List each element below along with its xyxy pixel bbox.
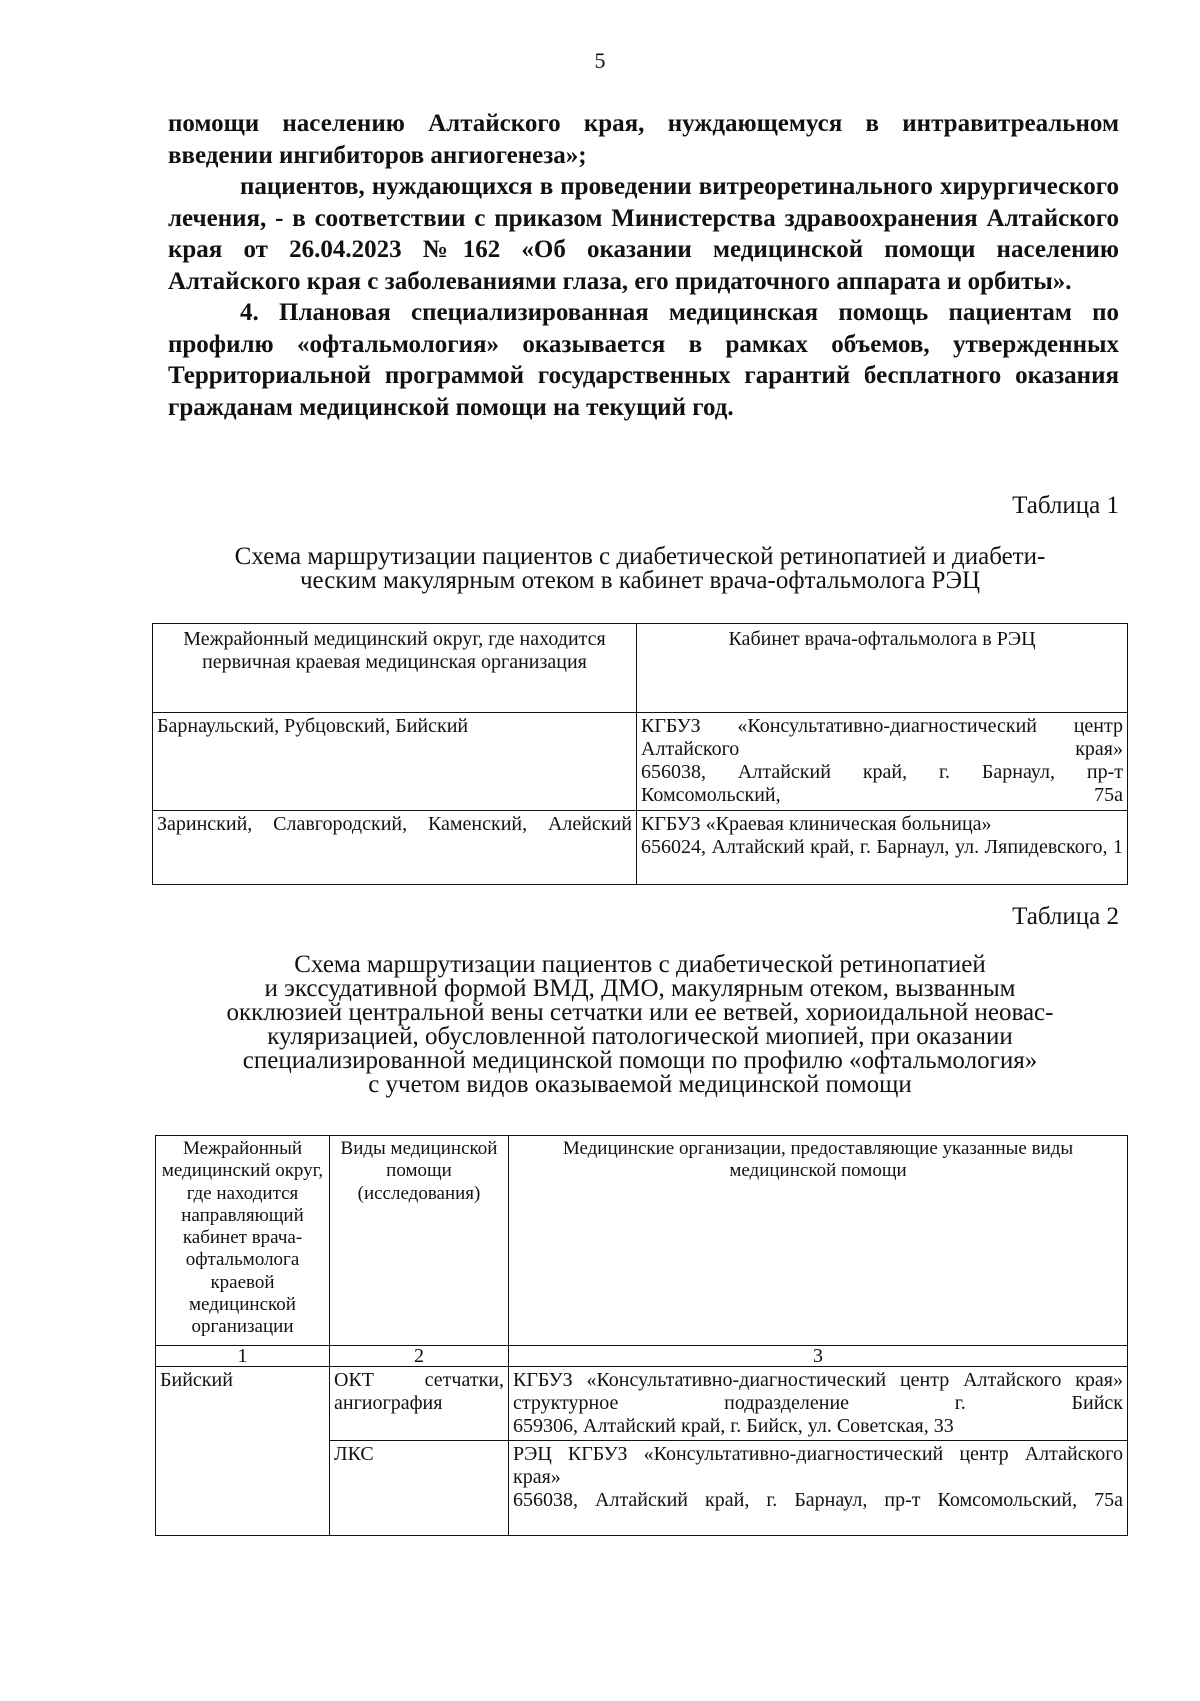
- table2-service-cell: ОКТ сетчатки, ангиография: [330, 1367, 509, 1441]
- organization-address: 659306, Алтайский край, г. Бийск, ул. Советская, 33: [513, 1415, 954, 1437]
- table1-title-line: Схема маршрутизации пациентов с диабетической ретинопатией и диабети-: [234, 543, 1046, 570]
- table2-title-line: куляризацией, обусловленной патологической миопией, при оказании: [267, 1023, 1013, 1050]
- column-number: 1: [156, 1346, 330, 1367]
- table1-district-cell: Заринский, Славгородский, Каменский, Алейский: [153, 811, 637, 885]
- table1-header-district: Межрайонный медицинский округ, где находится первичная краевая медицинская организация: [153, 624, 637, 713]
- clinic-name: КГБУЗ «Краевая клиническая больница»: [641, 813, 992, 835]
- clinic-address: 656038, Алтайский край, г. Барнаул, пр-т Комсомольский, 75а: [641, 761, 1123, 806]
- organization-name: РЭЦ КГБУЗ «Консультативно-диагностический центр Алтайского края»: [513, 1443, 1123, 1488]
- table1-title-line: ческим макулярным отеком в кабинет врача-офтальмолога РЭЦ: [299, 567, 981, 594]
- table1: [152, 623, 1128, 885]
- table1-header-row: [153, 624, 1128, 713]
- table2-header-service: Виды медицинской помощи (исследования): [330, 1136, 509, 1346]
- table2-column-numbers-row: [156, 1346, 1128, 1367]
- table2: [155, 1135, 1128, 1536]
- table1-clinic-cell: [637, 713, 1128, 811]
- table1-header-clinic: Кабинет врача-офтальмолога в РЭЦ: [637, 624, 1128, 713]
- table-row: [153, 811, 1128, 885]
- table2-header-row: [156, 1136, 1128, 1346]
- table1-district-cell: Барнаульский, Рубцовский, Бийский: [153, 713, 637, 811]
- table2-organization-cell: [509, 1367, 1128, 1441]
- table1-clinic-cell: [637, 811, 1128, 885]
- column-number: 3: [509, 1346, 1128, 1367]
- table2-label: Таблица 2: [1012, 903, 1119, 930]
- clinic-name: КГБУЗ «Консультативно-диагностический центр Алтайского края»: [641, 715, 1123, 760]
- paragraph-planned-care: 4. Плановая специализированная медицинская помощь пациентам по профилю «офтальмология» оказывается в рамках объемов, утвержденных Территориальной программой государственных гарантий бесплатного оказания гражданам медицинской помощи на текущий год.: [168, 299, 1119, 421]
- column-number: 2: [330, 1346, 509, 1367]
- table-row: [156, 1367, 1128, 1441]
- table1-title: [140, 545, 1140, 593]
- table-row: [153, 713, 1128, 811]
- table2-title-line: специализированной медицинской помощи по профилю «офтальмология»: [242, 1047, 1038, 1074]
- clinic-address: 656024, Алтайский край, г. Барнаул, ул. Ляпидевского, 1: [641, 836, 1123, 858]
- table2-header-organization: Медицинские организации, предоставляющие указанные виды медицинской помощи: [509, 1136, 1128, 1346]
- table2-title-line: с учетом видов оказываемой медицинской помощи: [368, 1071, 912, 1098]
- table2-title-line: окклюзией центральной вены сетчатки или ее ветвей, хориоидальной неовас-: [226, 999, 1054, 1026]
- table2-district-cell: Бийский: [156, 1367, 330, 1536]
- paragraph-vitreoretinal: пациентов, нуждающихся в проведении витреоретинального хирургического лечения, - в соответствии с приказом Министерства здравоохранения Алтайского края от 26.04.2023 №162 «Об оказании медицинской помощи населению Алтайского края с заболеваниями глаза, его придаточного аппарата и орбиты».: [168, 173, 1119, 295]
- table2-service-cell: ЛКС: [330, 1441, 509, 1536]
- table2-title-line: и экссудативной формой ВМД, ДМО, макулярным отеком, вызванным: [264, 975, 1016, 1002]
- table2-organization-cell: [509, 1441, 1128, 1536]
- organization-name: КГБУЗ «Консультативно-диагностический центр Алтайского края» структурное подразделение г. Бийск: [513, 1369, 1123, 1414]
- table2-title-line: Схема маршрутизации пациентов с диабетической ретинопатией: [294, 951, 986, 978]
- table1-label: Таблица 1: [1012, 492, 1119, 519]
- table2-title: [140, 953, 1140, 1097]
- body-text: [168, 108, 1119, 423]
- organization-address: 656038, Алтайский край, г. Барнаул, пр-т Комсомольский, 75а: [513, 1489, 1123, 1511]
- page-number: 5: [594, 48, 606, 73]
- table2-header-district: Межрайонный медицинский округ, где находится направляющий кабинет врача-офтальмолога краевой медицинской организации: [156, 1136, 330, 1346]
- paragraph-continuation: помощи населению Алтайского края, нуждающемуся в интравитреальном введении ингибиторов ангиогенеза»;: [168, 110, 1119, 169]
